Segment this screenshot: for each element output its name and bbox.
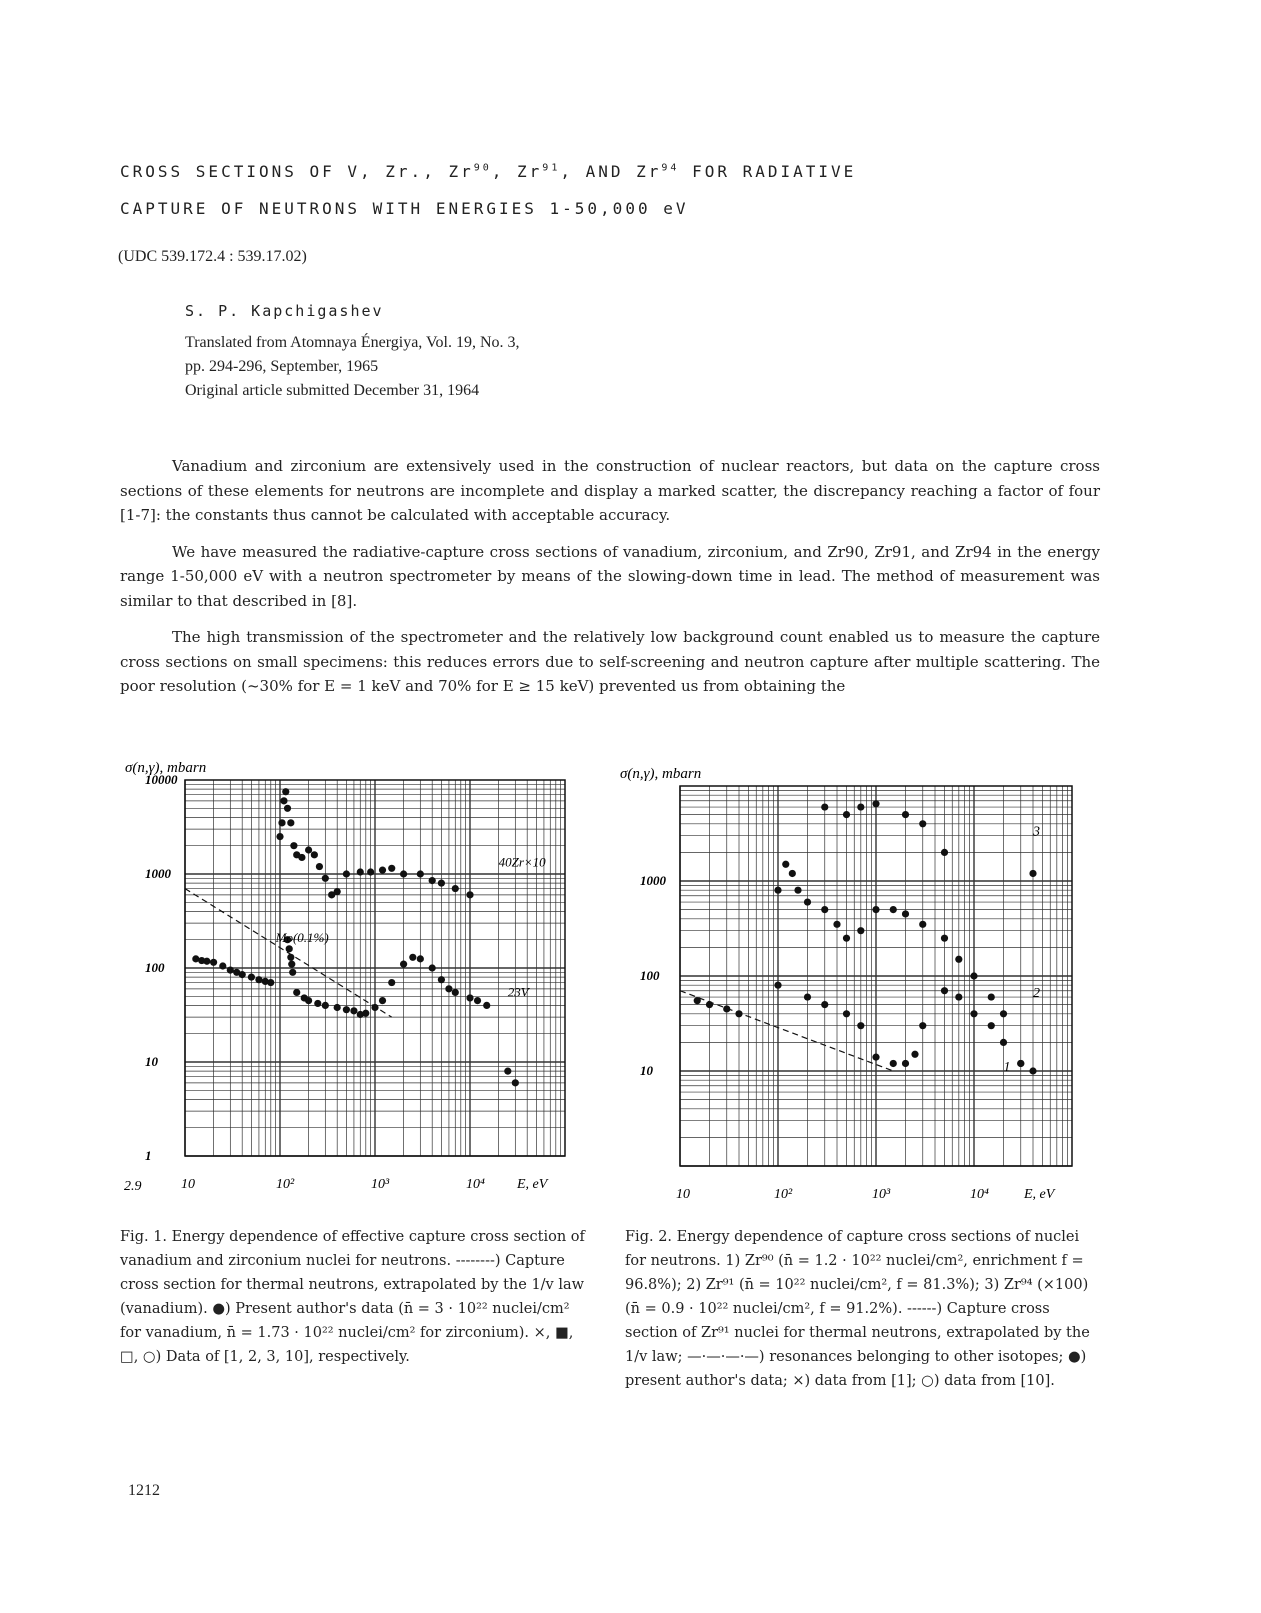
data-point [735, 1010, 742, 1017]
data-point [298, 854, 305, 861]
data-point [955, 956, 962, 963]
data-point [988, 993, 995, 1000]
data-point [227, 966, 234, 973]
data-point [919, 921, 926, 928]
data-point [1000, 1039, 1007, 1046]
udc: (UDC 539.172.4 : 539.17.02) [118, 248, 307, 265]
data-point [970, 1010, 977, 1017]
data-point [290, 842, 297, 849]
data-point [1017, 1060, 1024, 1067]
data-point [890, 906, 897, 913]
data-point [706, 1001, 713, 1008]
data-point [794, 887, 801, 894]
data-point [438, 880, 445, 887]
source-line-1: Translated from Atomnaya Énergiya, Vol. 19, No. 3, [185, 334, 520, 351]
data-point [857, 927, 864, 934]
data-point [248, 974, 255, 981]
data-point [334, 1004, 341, 1011]
data-point [282, 788, 289, 795]
data-point [305, 846, 312, 853]
data-point [872, 800, 879, 807]
paragraph: The high transmission of the spectrometer and the relatively low background count enabled us to measure the capture cross sections on small specimens: this reduces errors due to self-screening and neutron capture after multiple scattering. The poor resolution (~30% for E = 1 keV and 70% for E ≥ 15 keV) prevented us from obtaining the [120, 628, 1100, 695]
figure-2-chart [610, 750, 1090, 1220]
data-point [429, 964, 436, 971]
data-point [316, 863, 323, 870]
data-point [902, 811, 909, 818]
data-point [287, 954, 294, 961]
data-point [267, 979, 274, 986]
data-point [417, 870, 424, 877]
data-point [287, 819, 294, 826]
annotation-label: 23V [507, 984, 529, 1000]
data-point [322, 875, 329, 882]
x-tick-label: 10² [774, 1187, 793, 1202]
data-point [367, 868, 374, 875]
data-point [941, 849, 948, 856]
data-point [474, 997, 481, 1004]
data-point [445, 985, 452, 992]
data-point [1029, 870, 1036, 877]
annotation-label: Mo(0.1%) [275, 929, 329, 945]
y-axis-label: σ(n,γ), mbarn [620, 766, 702, 782]
data-point [902, 1060, 909, 1067]
y-tick-label: 10000 [145, 772, 178, 787]
y-tick-label: 1000 [640, 873, 666, 888]
data-point [429, 877, 436, 884]
y-tick-label: 100 [640, 968, 660, 983]
data-point [388, 979, 395, 986]
data-point [357, 868, 364, 875]
source-line-2: pp. 294-296, September, 1965 [185, 358, 379, 375]
data-point [774, 887, 781, 894]
x-tick-label: 10³ [872, 1187, 891, 1202]
data-point [371, 1004, 378, 1011]
data-point [286, 945, 293, 952]
x-tick-label: 10⁴ [466, 1177, 485, 1192]
data-point [219, 962, 226, 969]
page-number: 1212 [128, 1482, 160, 1499]
data-point [305, 997, 312, 1004]
data-point [919, 1022, 926, 1029]
figure-2-caption: Fig. 2. Energy dependence of capture cross sections of nuclei for neutrons. 1) Zr⁹⁰ (n̄ = 1.2 · 10²² nuclei/cm², enrichment f = 96.8%); 2) Zr⁹¹ (n̄ = 10²² nuclei/cm², f = 81.3%); 3) Zr⁹⁴ (×100) (n̄ = 0.9 · 10²² nuclei/cm², f = 91.2%). ------) Capture cross section of Zr⁹¹ nuclei for thermal neutrons, extrapolated by the 1/v law; —·—·—·—) resonances belonging to other isotopes; ●) present author's data; ×) data from [1]; ○) data from [10]. [625, 1229, 1090, 1389]
data-point [872, 1054, 879, 1061]
data-point [857, 1022, 864, 1029]
data-point [902, 910, 909, 917]
data-point [311, 851, 318, 858]
data-point [350, 1007, 357, 1014]
x-tick-label: 10³ [371, 1177, 390, 1192]
data-point [452, 885, 459, 892]
y-tick-label: 10 [640, 1063, 653, 1078]
y-tick-label: 100 [145, 960, 165, 975]
data-point [466, 891, 473, 898]
data-point [833, 921, 840, 928]
data-point [334, 888, 341, 895]
data-point [466, 994, 473, 1001]
data-point [970, 972, 977, 979]
paragraph: Vanadium and zirconium are extensively used in the construction of nuclear reactors, but data on the capture cross sections of these elements for neutrons are incomplete and display a marked scatter, the discrepancy reaching a factor of four [1-7]: the constants thus cannot be calculated with acceptable accuracy. [120, 457, 1100, 524]
thermal-1v-dashed-line [185, 889, 392, 1018]
data-point [379, 997, 386, 1004]
annotation-label: 1 [1003, 1060, 1011, 1075]
data-point [919, 820, 926, 827]
data-point [362, 1010, 369, 1017]
data-point [821, 1001, 828, 1008]
data-point [504, 1068, 511, 1075]
annotation-label: 2 [1033, 986, 1041, 1002]
data-point [782, 861, 789, 868]
data-point [288, 961, 295, 968]
data-point [203, 958, 210, 965]
x-tick-label: 10⁴ [970, 1187, 989, 1202]
data-point [452, 989, 459, 996]
data-point [843, 811, 850, 818]
data-point [723, 1005, 730, 1012]
data-point [890, 1060, 897, 1067]
data-point [343, 870, 350, 877]
data-point [483, 1002, 490, 1009]
annotation-label: 3 [1033, 824, 1041, 840]
data-point [1000, 1010, 1007, 1017]
y-tick-label: 1 [145, 1148, 152, 1163]
data-point [804, 993, 811, 1000]
y-tick-label: 1000 [145, 866, 171, 881]
extra-x-label: 2.9 [124, 1179, 142, 1194]
data-point [417, 955, 424, 962]
data-point [1029, 1067, 1036, 1074]
data-point [314, 1000, 321, 1007]
data-point [289, 969, 296, 976]
submitted-date: Original article submitted December 31, 1964 [185, 382, 480, 399]
data-point [955, 993, 962, 1000]
data-point [322, 1002, 329, 1009]
data-point [239, 971, 246, 978]
data-point [293, 989, 300, 996]
x-axis-label: E, eV [1024, 1187, 1055, 1202]
data-point [278, 819, 285, 826]
data-point [843, 1010, 850, 1017]
paragraph: We have measured the radiative-capture cross sections of vanadium, zirconium, and Zr90, Zr91, and Zr94 in the energy range 1-50,000 eV with a neutron spectrometer by means of the slowing-down time in lead. The method of measurement was similar to that described in [8]. [120, 542, 1100, 610]
data-point [843, 935, 850, 942]
data-point [280, 797, 287, 804]
data-point [821, 906, 828, 913]
data-point [694, 997, 701, 1004]
data-point [988, 1022, 995, 1029]
data-point [821, 803, 828, 810]
x-tick-label: 10² [276, 1177, 295, 1192]
figure-1-caption: Fig. 1. Energy dependence of effective capture cross section of vanadium and zirconium nuclei for neutrons. --------) Capture cross section for thermal neutrons, extrapolated by the 1/v law (vanadium). ●) Present author's data (n̄ = 3 · 10²² nuclei/cm² for vanadium, n̄ = 1.73 · 10²² nuclei/cm² for zirconium). ×, ■, □, ○) Data of [1, 2, 3, 10], respectively. [120, 1229, 585, 1365]
data-point [872, 906, 879, 913]
figure-1-chart [110, 740, 590, 1220]
data-point [210, 959, 217, 966]
data-point [941, 935, 948, 942]
data-point [255, 976, 262, 983]
x-tick-label: 10 [181, 1177, 195, 1192]
y-tick-label: 10 [145, 1054, 158, 1069]
data-point [911, 1051, 918, 1058]
author: S. P. Kapchigashev [185, 302, 384, 320]
title-line-1: CROSS SECTIONS OF V, Zr., Zr$^{90}$, Zr$^{91}$, AND Zr$^{94}$ FOR RADIATIVE [120, 162, 857, 181]
data-point [774, 982, 781, 989]
data-point [941, 987, 948, 994]
data-point [400, 961, 407, 968]
data-point [512, 1079, 519, 1086]
x-axis-label: E, eV [517, 1177, 548, 1192]
data-point [409, 954, 416, 961]
data-point [284, 805, 291, 812]
data-point [343, 1006, 350, 1013]
body-text [120, 454, 1100, 711]
x-tick-label: 10 [676, 1187, 690, 1202]
data-point [789, 870, 796, 877]
y-axis-label: σ(n,γ), mbarn [125, 760, 207, 776]
data-point [804, 898, 811, 905]
title-line-2: CAPTURE OF NEUTRONS WITH ENERGIES 1-50,000 eV [120, 199, 689, 218]
data-point [857, 803, 864, 810]
data-point [438, 976, 445, 983]
data-point [276, 833, 283, 840]
data-point [379, 867, 386, 874]
data-point [400, 870, 407, 877]
data-point [388, 865, 395, 872]
annotation-label: 40Zr×10 [498, 854, 546, 870]
